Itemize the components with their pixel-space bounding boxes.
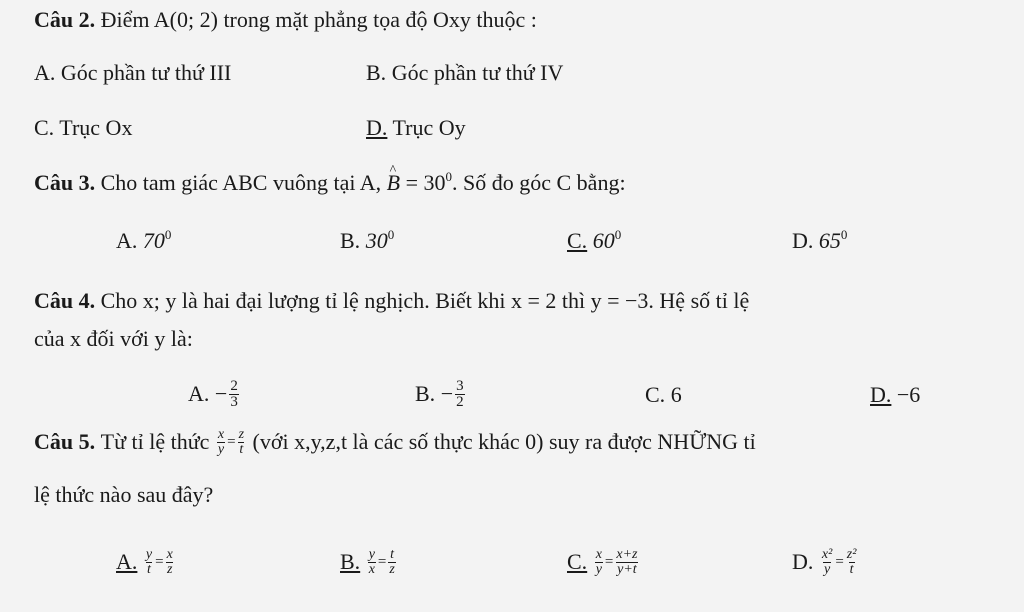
option-value: 30: [365, 228, 388, 253]
q5-option-a[interactable]: [116, 540, 176, 584]
fraction: [388, 548, 395, 577]
fraction: [238, 428, 245, 457]
denominator: 3: [230, 393, 238, 410]
option-key: A.: [116, 228, 138, 253]
fraction: [455, 379, 465, 410]
option-text: Góc phần tư thứ III: [60, 60, 232, 85]
q3-option-c[interactable]: [567, 228, 621, 254]
angle-eq: = 30: [400, 170, 446, 195]
degree-mark: 0: [445, 169, 452, 184]
q3-text-b: . Số đo góc C bằng:: [452, 170, 626, 195]
numerator: x: [217, 426, 225, 442]
q4-label: Câu 4.: [34, 288, 96, 313]
option-key-underlined: B.: [340, 549, 361, 574]
denominator: t: [849, 561, 854, 577]
q3-option-d[interactable]: [792, 228, 847, 254]
q5-option-d[interactable]: [792, 540, 859, 584]
option-key-underlined: A.: [116, 549, 138, 574]
q5-text-b: (với x,y,z,t là các số thực khác 0) suy ra được NHỮNG tỉ: [252, 429, 756, 454]
degree-mark: 0: [387, 227, 395, 242]
numerator: x: [166, 546, 173, 562]
q4-option-b[interactable]: [415, 372, 467, 416]
q5-stem: [34, 420, 756, 464]
denominator: 2: [456, 393, 464, 410]
numerator: 2: [230, 377, 238, 394]
numerator: y: [368, 546, 375, 562]
option-key: B.: [415, 381, 436, 406]
option-text: Trục Oy: [392, 115, 466, 140]
option-key: A.: [188, 381, 210, 406]
angle-b: ^ B: [387, 170, 400, 196]
numerator: z²: [846, 546, 857, 562]
numerator: t: [390, 546, 395, 562]
q2-option-d[interactable]: [366, 115, 466, 141]
option-text: 6: [670, 382, 682, 407]
degree-mark: 0: [840, 227, 848, 242]
option-text: Góc phần tư thứ IV: [391, 60, 564, 85]
q3-option-b[interactable]: [340, 228, 394, 254]
option-key: B.: [340, 228, 361, 253]
q4-text: Cho x; y là hai đại lượng tỉ lệ nghịch. Biết khi x = 2 thì y = −3. Hệ số tỉ lệ: [100, 288, 750, 313]
option-key: A.: [34, 60, 56, 85]
equals-sign: =: [155, 554, 164, 570]
equals-sign: =: [227, 434, 236, 450]
numerator: x+z: [616, 546, 638, 562]
q2-stem: [34, 7, 537, 33]
degree-mark: 0: [164, 227, 172, 242]
numerator: y: [145, 546, 153, 562]
option-key-underlined: D.: [870, 382, 892, 407]
option-key: D.: [792, 228, 814, 253]
denominator: z: [166, 561, 173, 577]
fraction: [846, 548, 858, 577]
denominator: y: [595, 561, 602, 577]
denominator: z: [389, 561, 395, 577]
q2-text: Điểm A(0; 2) trong mặt phẳng tọa độ Oxy thuộc :: [100, 7, 537, 32]
equals-sign: =: [377, 554, 387, 570]
denominator: t: [147, 561, 151, 577]
option-text: −6: [896, 382, 921, 407]
q4-stem: [34, 288, 749, 314]
equals-sign: =: [604, 554, 614, 570]
q2-label: Câu 2.: [34, 7, 96, 32]
fraction: [229, 379, 239, 410]
numerator: 3: [456, 377, 464, 394]
option-key: D.: [792, 549, 814, 574]
denominator: x: [368, 561, 375, 577]
numerator: z: [238, 426, 245, 442]
fraction: [368, 548, 376, 577]
q5-text-a: Từ tỉ lệ thức: [100, 429, 210, 454]
degree-mark: 0: [614, 227, 622, 242]
q4-option-a[interactable]: [188, 372, 241, 416]
option-text: Trục Ox: [59, 115, 133, 140]
q4-option-d[interactable]: [870, 382, 920, 408]
option-key: B.: [366, 60, 387, 85]
denominator: t: [239, 441, 244, 457]
denominator: y: [217, 441, 225, 457]
q5-option-b[interactable]: [340, 540, 398, 584]
q5-stem-line2: lệ thức nào sau đây?: [34, 482, 214, 507]
q4-option-c[interactable]: [645, 382, 682, 408]
q2-option-a[interactable]: [34, 60, 231, 86]
option-key-underlined: C.: [567, 549, 588, 574]
numerator: x: [595, 546, 602, 562]
denominator: y+t: [617, 561, 637, 577]
q5-label: Câu 5.: [34, 429, 96, 454]
q4-stem-line2: của x đối với y là:: [34, 326, 193, 351]
option-key: C.: [34, 115, 55, 140]
option-value: 65: [818, 228, 841, 253]
minus-sign: −: [214, 381, 228, 406]
q2-option-b[interactable]: [366, 60, 563, 86]
equals-sign: =: [835, 554, 844, 570]
numerator: x²: [821, 546, 833, 562]
option-key-underlined: D.: [366, 115, 388, 140]
q3-option-a[interactable]: [116, 228, 171, 254]
q5-option-c[interactable]: [567, 540, 640, 584]
q3-text-a: Cho tam giác ABC vuông tại A,: [100, 170, 387, 195]
denominator: y: [823, 561, 831, 577]
option-value: 60: [592, 228, 615, 253]
option-value: 70: [142, 228, 165, 253]
fraction: [145, 548, 153, 577]
fraction: [821, 548, 833, 577]
q3-stem: [34, 170, 626, 196]
fraction: [615, 548, 638, 577]
option-key: C.: [645, 382, 666, 407]
fraction: [166, 548, 174, 577]
fraction: [217, 428, 225, 457]
fraction: [595, 548, 603, 577]
q2-option-c[interactable]: [34, 115, 132, 141]
minus-sign: −: [440, 381, 454, 406]
option-key-underlined: C.: [567, 228, 588, 253]
q3-label: Câu 3.: [34, 170, 96, 195]
